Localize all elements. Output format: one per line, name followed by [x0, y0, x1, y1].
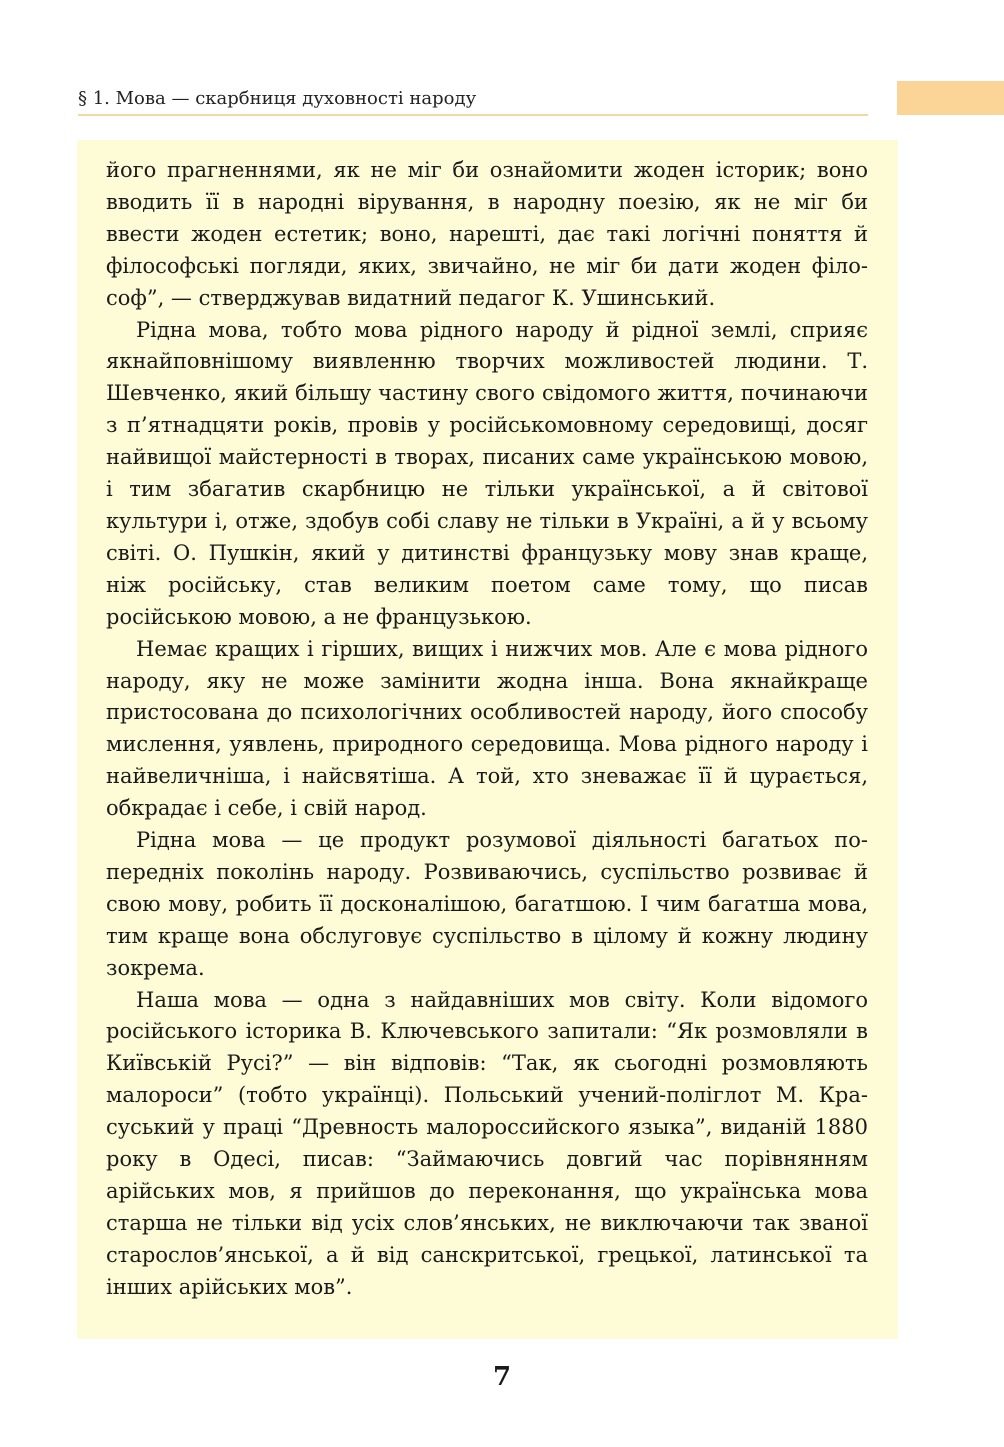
paragraph: Рідна мова — це продукт розумової діяльності багатьох попередніх поколінь народу. Розвиваючись, суспільство розвиває й свою мову, робить її досконалішою, багатшою. І чим багатша мова, тим краще вона обслуговує суспільство в цілому й кожну людину зокрема. — [106, 828, 868, 980]
chapter-tab-marker — [897, 81, 1004, 115]
paragraph: Немає кращих і гірших, вищих і нижчих мов. Але є мова рідного народу, яку не може замінити жодна інша. Вона якнайкраще пристосована до психологічних особливостей народу, його способу мислення, уявлень, природного середовища. Мова рідного народу і найвеличніша, і найсвятіша. А той, хто зневажає її й цурається, обкрадає і себе, і свій народ. — [106, 636, 868, 821]
paragraph: Наша мова — одна з найдавніших мов світу. Коли відомого російського історика В. Ключевського запитали: “Як розмовляли в Київській Русі?” — він відповів: “Так, як сьогодні розмовляють малороси” (тобто українці). Польський учений-поліглот М. Красуський у праці “Древность малороссийского языка”, виданій 1880 року в Одесі, писав: “Займаючись довгий час порівнянням арійських мов, я прийшов до переконання, що українська мова старша не тільки від усіх слов’янських, не виключаючи так званої старослов’янської, а й від санскритської, грецької, латинської та інших арійських мов”. — [106, 987, 868, 1299]
section-title: § 1. Мова — скарбниця духовності народу — [78, 88, 477, 109]
running-header — [78, 86, 868, 116]
page-number: 7 — [492, 1362, 512, 1392]
body-text — [106, 155, 868, 1304]
paragraph: Рідна мова, тобто мова рідного народу й рідної землі, сприяє якнайповнішому виявленню творчих можливостей людини. Т. Шевченко, який більшу частину свого свідомого життя, починаючи з п’ятнадцяти років, провів у російськомовному середовищі, досяг найвищої майстерності в творах, писаних саме українською мовою, і тим збагатив скарбницю не тільки української, а й світової культури і, отже, здобув собі славу не тільки в Україні, а й у всьому світі. О. Пушкін, який у дитинстві французьку мову знав краще, ніж російську, став великим поетом саме тому, що писав російською мовою, а не французькою. — [106, 317, 868, 629]
paragraph: його прагненнями, як не міг би ознайомити жоден історик; воно вводить її в народні вірування, в народну поезію, як не міг би ввести жоден естетик; воно, нарешті, дає такі логічні поняття й філософські погляди, яких, звичайно, не міг би дати жоден філософ”, — стверджував видатний педагог К. Ушинський. — [106, 158, 868, 310]
